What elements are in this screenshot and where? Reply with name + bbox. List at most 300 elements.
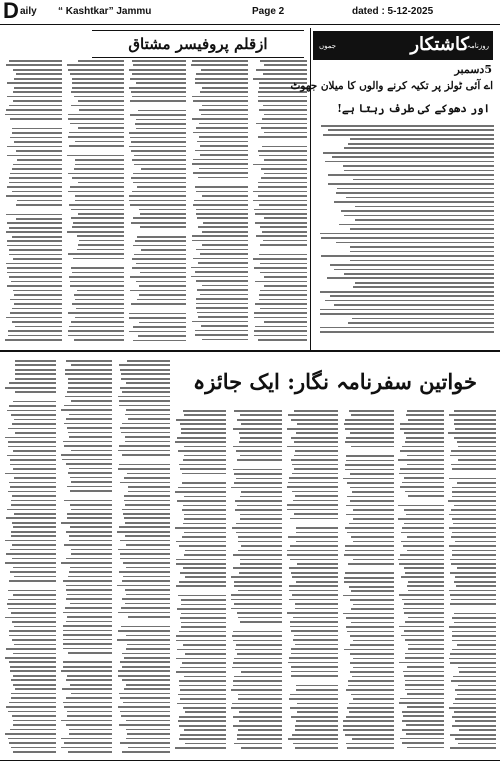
text-line (132, 267, 186, 269)
text-line (344, 577, 394, 579)
text-line (139, 285, 186, 287)
article-column (190, 60, 248, 345)
text-line (67, 715, 112, 717)
text-line (454, 622, 496, 624)
text-line (138, 335, 186, 337)
text-line (256, 235, 307, 237)
text-line (260, 272, 307, 274)
text-line (126, 409, 170, 411)
text-line (404, 603, 444, 605)
text-line (254, 330, 307, 332)
text-line (253, 200, 307, 202)
text-line (72, 303, 124, 305)
text-line (197, 289, 248, 291)
text-line (232, 703, 282, 705)
text-line (346, 689, 394, 691)
text-line (121, 626, 170, 628)
text-line (289, 585, 338, 587)
text-line (7, 155, 62, 157)
text-line (234, 581, 282, 583)
text-line (296, 581, 338, 583)
text-line (196, 307, 248, 309)
text-line (404, 477, 444, 479)
text-line (347, 631, 394, 633)
text-line (9, 580, 56, 582)
text-line (345, 550, 394, 552)
text-line (63, 643, 112, 645)
text-line (69, 535, 112, 537)
text-line (184, 455, 226, 457)
text-line (176, 563, 226, 565)
text-line (327, 277, 494, 279)
text-line (182, 482, 226, 484)
text-line (5, 562, 56, 564)
text-line (71, 553, 112, 555)
text-line (289, 477, 338, 479)
text-line (264, 285, 307, 287)
text-line (453, 703, 496, 705)
text-line (126, 720, 170, 722)
text-line (68, 576, 112, 578)
text-line (452, 532, 496, 534)
text-line (69, 204, 124, 206)
text-line (71, 400, 112, 402)
text-line (264, 173, 307, 175)
text-line (200, 91, 248, 93)
text-line (350, 644, 394, 646)
text-line (287, 486, 338, 488)
text-line (128, 491, 170, 493)
text-line (8, 738, 56, 740)
text-line (344, 215, 494, 217)
text-line (67, 616, 112, 618)
text-line (452, 491, 496, 493)
text-line (264, 159, 307, 161)
text-line (350, 599, 394, 601)
text-line (137, 236, 186, 238)
text-line (15, 364, 56, 366)
text-line (12, 558, 56, 560)
text-line (260, 244, 307, 246)
text-line (195, 82, 248, 84)
text-line (125, 535, 170, 537)
text-line (67, 486, 112, 488)
text-line (287, 612, 338, 614)
text-line (183, 410, 226, 412)
text-line (261, 127, 307, 129)
text-line (68, 118, 124, 120)
text-line (233, 631, 282, 633)
text-line (293, 500, 338, 502)
text-line (199, 136, 248, 138)
text-line (71, 693, 112, 695)
text-line (75, 195, 124, 197)
column-divider (310, 28, 311, 350)
text-line (292, 464, 338, 466)
text-line (181, 626, 226, 628)
text-line (184, 496, 226, 498)
masthead (313, 31, 493, 60)
text-line (330, 295, 494, 297)
text-line (348, 563, 394, 565)
text-line (71, 364, 112, 366)
text-line (124, 517, 170, 519)
text-line (129, 200, 186, 202)
text-line (289, 599, 338, 601)
text-line (176, 671, 226, 673)
text-line (176, 419, 226, 421)
text-line (193, 159, 248, 161)
text-line (183, 505, 226, 507)
text-line (6, 317, 62, 319)
text-line (451, 450, 496, 452)
text-line (133, 245, 186, 247)
text-line (69, 571, 112, 573)
text-line (177, 437, 226, 439)
text-line (16, 218, 62, 220)
text-line (200, 294, 248, 296)
text-line (123, 576, 170, 578)
text-line (195, 271, 248, 273)
text-line (9, 227, 62, 229)
text-line (122, 391, 170, 393)
text-line (70, 504, 112, 506)
text-line (71, 450, 112, 452)
text-line (118, 612, 170, 614)
text-line (449, 527, 496, 529)
text-line (178, 720, 226, 722)
text-line (184, 532, 226, 534)
text-line (120, 558, 170, 560)
text-line (346, 743, 394, 745)
text-line (201, 114, 248, 116)
text-line (11, 697, 56, 699)
text-line (181, 599, 226, 601)
text-line (127, 473, 170, 475)
text-line (119, 445, 170, 447)
text-line (118, 549, 170, 551)
text-line (346, 716, 394, 718)
text-line (79, 240, 124, 242)
text-line (234, 410, 282, 412)
text-line (399, 626, 444, 628)
text-line (353, 658, 394, 660)
text-line (454, 437, 496, 439)
text-line (449, 545, 496, 547)
text-line (7, 267, 62, 269)
text-line (259, 299, 307, 301)
text-line (70, 285, 124, 287)
text-line (455, 720, 496, 722)
text-line (118, 675, 170, 677)
text-line (233, 662, 282, 664)
text-line (14, 141, 62, 143)
text-line (66, 621, 112, 623)
text-line (452, 631, 496, 633)
text-line (12, 715, 56, 717)
text-line (75, 317, 124, 319)
text-line (68, 652, 112, 654)
text-line (454, 423, 496, 425)
text-line (8, 428, 56, 430)
text-line (118, 706, 170, 708)
text-line (181, 604, 226, 606)
text-line (254, 317, 307, 319)
text-line (9, 382, 56, 384)
text-line (346, 626, 394, 628)
text-line (344, 581, 394, 583)
text-line (237, 612, 282, 614)
text-line (13, 69, 62, 71)
text-line (352, 491, 394, 493)
text-line (241, 545, 282, 547)
text-line (403, 715, 444, 717)
text-line (7, 245, 62, 247)
text-line (192, 235, 248, 237)
text-line (198, 316, 248, 318)
text-line (17, 200, 62, 202)
text-line (336, 192, 494, 194)
article-column (116, 360, 170, 756)
text-line (192, 96, 248, 98)
text-line (235, 649, 282, 651)
text-line (320, 331, 494, 333)
text-line (454, 581, 496, 583)
text-line (198, 177, 248, 179)
text-line (176, 658, 226, 660)
text-line (7, 146, 62, 148)
text-line (119, 571, 170, 573)
article-column (252, 60, 307, 345)
text-line (401, 532, 444, 534)
text-line (195, 334, 248, 336)
text-line (240, 414, 282, 416)
text-line (7, 509, 56, 511)
text-line (351, 694, 394, 696)
text-line (130, 114, 186, 116)
text-line (351, 622, 394, 624)
text-line (65, 607, 112, 609)
text-line (455, 576, 496, 578)
text-line (136, 119, 186, 121)
text-line (141, 168, 186, 170)
text-line (120, 427, 170, 429)
text-line (241, 747, 282, 749)
text-line (296, 720, 338, 722)
text-line (136, 82, 186, 84)
text-line (70, 684, 112, 686)
text-line (119, 724, 170, 726)
text-line (118, 670, 170, 672)
text-line (334, 201, 494, 203)
text-line (125, 441, 170, 443)
text-line (231, 689, 282, 691)
text-line (13, 594, 56, 596)
text-line (408, 644, 444, 646)
text-line (68, 136, 124, 138)
text-line (320, 233, 494, 235)
article-column (342, 410, 394, 756)
text-line (78, 244, 124, 246)
text-line (133, 326, 186, 328)
text-line (328, 183, 494, 185)
text-line (404, 612, 444, 614)
text-line (237, 734, 282, 736)
text-line (133, 173, 186, 175)
text-line (176, 559, 226, 561)
text-line (263, 105, 307, 107)
text-line (346, 455, 394, 457)
text-line (128, 747, 170, 749)
text-line (343, 729, 394, 731)
text-line (345, 545, 394, 547)
text-line (182, 509, 226, 511)
text-line (177, 500, 226, 502)
text-line (71, 509, 112, 511)
text-line (232, 527, 282, 529)
text-line (293, 617, 338, 619)
header-paper-name: “ Kashtkar” Jammu (58, 6, 152, 17)
text-line (405, 441, 444, 443)
text-line (292, 473, 338, 475)
text-line (75, 159, 124, 161)
text-line (117, 585, 170, 587)
text-line (196, 73, 248, 75)
text-line (351, 414, 394, 416)
text-line (121, 432, 170, 434)
text-line (454, 410, 496, 412)
text-line (8, 608, 56, 610)
text-line (351, 608, 394, 610)
text-line (66, 585, 112, 587)
text-line (452, 554, 496, 556)
text-line (13, 258, 62, 260)
text-line (134, 155, 186, 157)
text-line (400, 698, 444, 700)
text-line (78, 100, 124, 102)
text-line (458, 667, 496, 669)
text-line (450, 572, 496, 574)
text-line (232, 667, 282, 669)
text-line (353, 698, 394, 700)
text-line (10, 549, 56, 551)
text-line (120, 711, 170, 713)
text-line (183, 567, 226, 569)
text-line (199, 109, 248, 111)
text-line (68, 387, 112, 389)
text-line (198, 226, 248, 228)
text-line (5, 540, 56, 542)
text-line (353, 541, 394, 543)
text-line (398, 459, 444, 461)
text-line (348, 685, 394, 687)
text-line (349, 586, 394, 588)
text-line (65, 373, 112, 375)
text-line (131, 222, 186, 224)
text-line (405, 572, 444, 574)
text-line (341, 210, 494, 212)
text-line (295, 495, 338, 497)
text-line (398, 559, 444, 561)
text-line (77, 235, 124, 237)
text-line (68, 312, 124, 314)
text-line (68, 330, 124, 332)
text-line (325, 300, 494, 302)
text-line (450, 734, 496, 736)
text-line (259, 294, 307, 296)
text-line (11, 693, 56, 695)
text-line (69, 326, 124, 328)
text-line (260, 226, 307, 228)
text-line (240, 563, 282, 565)
text-line (296, 541, 338, 543)
article-column (4, 60, 62, 345)
text-line (183, 644, 226, 646)
text-line (451, 680, 496, 682)
text-line (349, 523, 394, 525)
text-line (129, 195, 186, 197)
text-line (179, 464, 226, 466)
text-line (133, 182, 186, 184)
text-line (238, 729, 282, 731)
text-line (355, 219, 494, 221)
text-line (72, 78, 124, 80)
text-line (6, 214, 62, 216)
text-line (193, 100, 248, 102)
text-line (16, 73, 62, 75)
text-line (197, 141, 248, 143)
text-line (118, 450, 170, 452)
text-line (296, 432, 338, 434)
text-line (231, 576, 282, 578)
text-line (134, 254, 186, 256)
text-line (449, 414, 496, 416)
article-column (4, 360, 56, 756)
text-line (448, 432, 496, 434)
editorial-date: 5دسمبر (454, 63, 492, 76)
text-line (121, 607, 170, 609)
text-line (78, 60, 124, 62)
text-line (75, 200, 124, 202)
text-line (66, 360, 112, 362)
text-line (408, 581, 444, 583)
text-line (69, 436, 112, 438)
text-line (402, 527, 444, 529)
text-line (66, 697, 112, 699)
text-line (454, 419, 496, 421)
text-line (450, 455, 496, 457)
text-line (455, 428, 496, 430)
text-line (398, 505, 444, 507)
text-line (294, 410, 338, 412)
text-line (5, 387, 56, 389)
text-line (12, 308, 62, 310)
text-line (13, 100, 62, 102)
text-line (176, 635, 226, 637)
text-line (128, 418, 170, 420)
text-line (400, 554, 444, 556)
text-line (67, 155, 124, 157)
text-line (290, 707, 338, 709)
text-line (408, 617, 444, 619)
text-line (9, 177, 62, 179)
text-line (15, 432, 56, 434)
text-line (127, 360, 170, 362)
text-line (63, 702, 112, 704)
text-line (294, 513, 338, 515)
text-line (124, 477, 170, 479)
text-line (402, 482, 444, 484)
